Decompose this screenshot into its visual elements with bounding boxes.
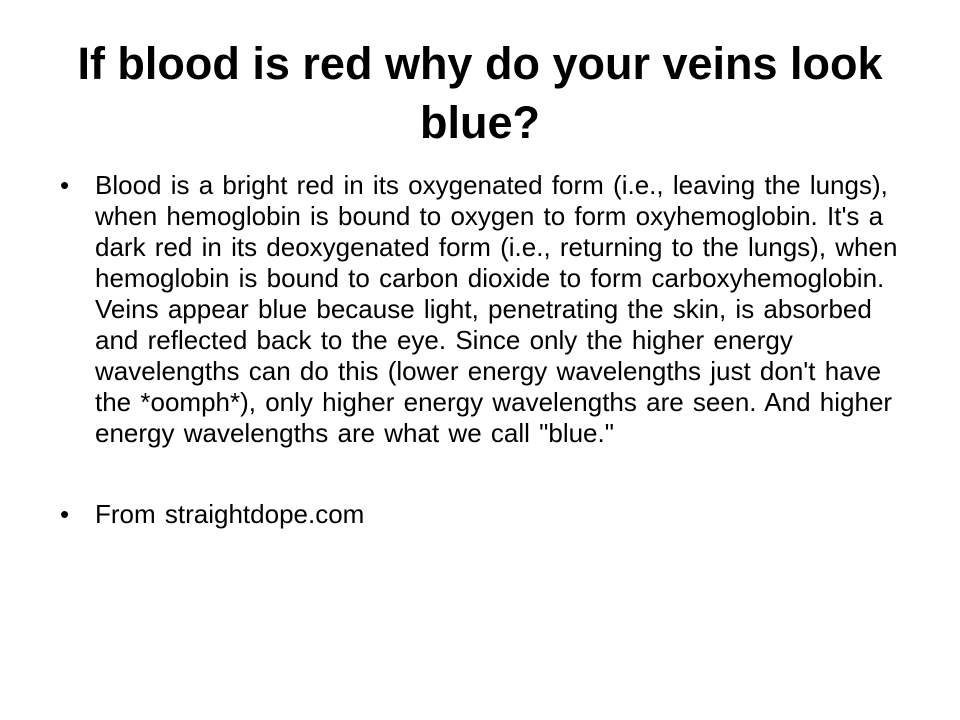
bullet-item-source: [60, 499, 900, 530]
bullet-text: Blood is a bright red in its oxygenated form (i.e., leaving the lungs), when hemoglobin is bound to oxygen to form oxyhemoglobin. It's a dark red in its deoxygenated form (i.e., returning to the lungs), when hemoglobin is bound to carbon dioxide to form carboxyhemoglobin. Veins appear blue because light, penetrating the skin, is absorbed and reflected back to the eye. Since only the higher energy wavelengths can do this (lower energy wavelengths just don't have the *oomph*), only higher energy wavelengths are seen. And higher energy wavelengths are what we call "blue.": [95, 170, 898, 448]
bullet-text: From straightdope.com: [95, 499, 365, 529]
bullet-dot-icon: •: [60, 499, 70, 529]
bullet-item-explanation: [60, 170, 900, 449]
bullet-list: [60, 170, 900, 530]
slide-title: If blood is red why do your veins look blue?: [77, 38, 883, 148]
bullet-dot-icon: •: [60, 170, 70, 200]
